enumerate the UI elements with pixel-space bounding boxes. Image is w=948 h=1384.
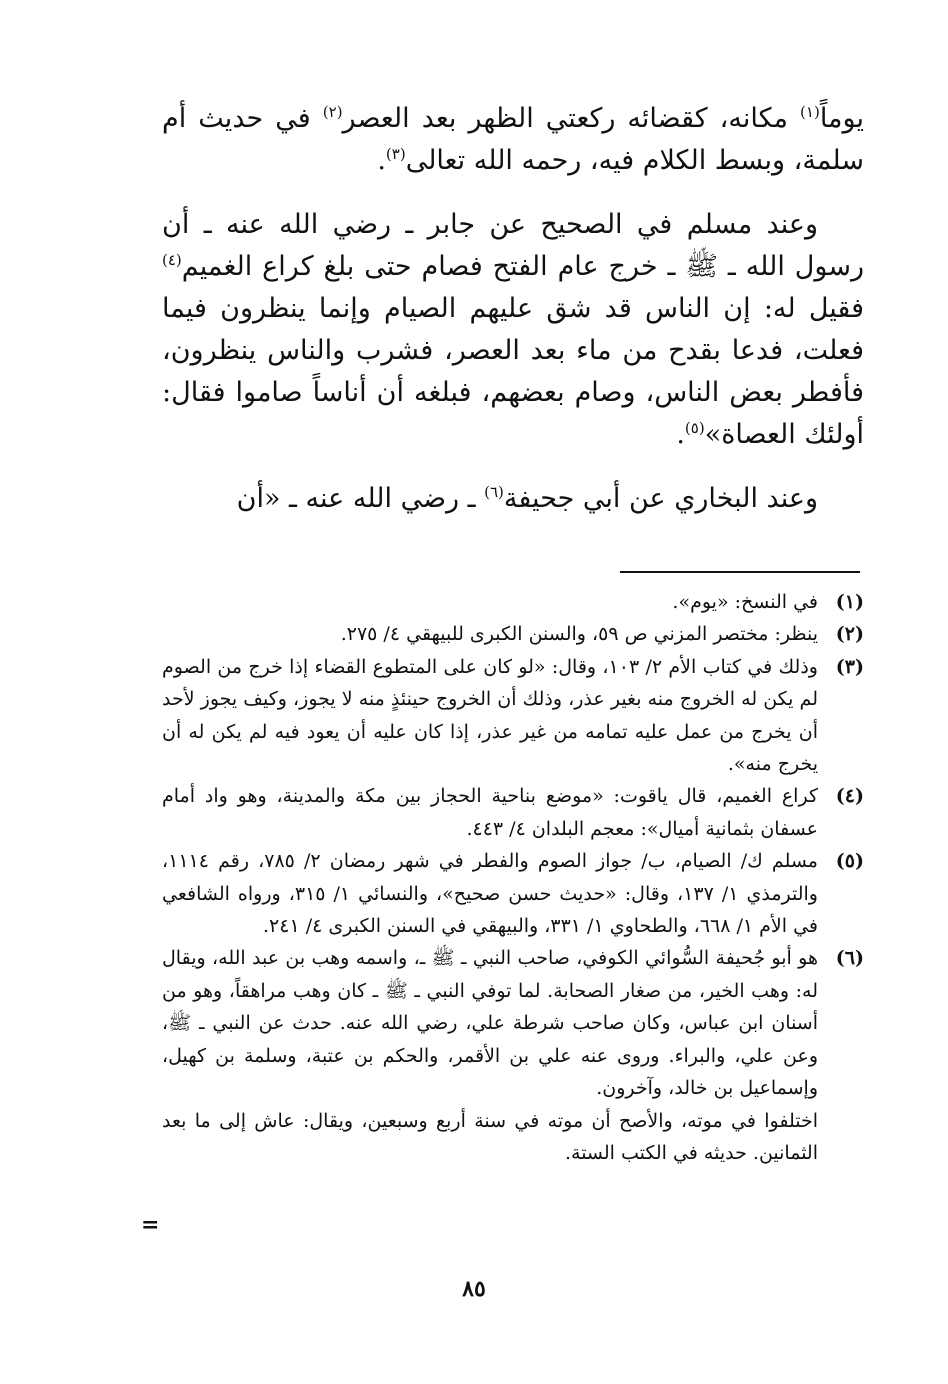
footnote-number: (٦)	[835, 947, 864, 970]
footnote-text: في النسخ: «يوم».	[672, 591, 818, 613]
footnote-ref-3[interactable]: (٣)	[385, 145, 406, 163]
paragraph-1	[162, 98, 864, 182]
text-run: وعند مسلم في الصحيح عن جابر ـ رضي الله عنه ـ أن رسول الله ـ ﷺ ـ خرج عام الفتح فصام حتى بلغ كراع الغميم	[162, 209, 864, 282]
footnote-text: وذلك في كتاب الأم ٢/ ١٠٣، وقال: «لو كان على المتطوع القضاء إذا خرج من الصوم لم يكن له الخروج منه بغير عذر، وذلك أن الخروج حينئذٍ منه لا يجوز، وكيف يجوز لأحد أن يخرج من عمل عليه تمامه من غير عذر، إذا كان عليه أن يعود فيه لم يكن له أن يخرج منه».	[162, 655, 818, 776]
paragraph-2	[162, 204, 864, 456]
footnote-text-continued: اختلفوا في موته، والأصح أن موته في سنة أربع وسبعين، ويقال: عاش إلى ما بعد الثمانين. حديثه في الكتب الستة.	[162, 1109, 818, 1164]
footnote-6	[162, 942, 864, 1169]
footnote-ref-4[interactable]: (٤)	[162, 251, 182, 269]
footnote-separator	[620, 571, 860, 573]
text-run: وعند البخاري عن أبي جحيفة	[503, 483, 818, 514]
text-run: فقيل له: إن الناس قد شق عليهم الصيام وإنما ينظرون فيما فعلت، فدعا بقدح من ماء بعد العصر، فشرب والناس ينظرون، فأفطر بعض الناس، وصام بعضهم، فبلغه أن أناساً صاموا فقال: أولئك العصاة»	[162, 293, 864, 450]
footnote-text: مسلم ك/ الصيام، ب/ جواز الصوم والفطر في شهر رمضان ٢/ ٧٨٥، رقم ١١١٤، والترمذي ١/ ١٣٧، وقال: «حديث حسن صحيح»، والنسائي ١/ ٣١٥، ورواه الشافعي في الأم ١/ ٦٦٨، والطحاوي ١/ ٣٣١، والبيهقي في السنن الكبرى ٤/ ٢٤١.	[162, 850, 818, 938]
footnote-text: ينظر: مختصر المزني ص ٥٩، والسنن الكبرى للبيهقي ٤/ ٢٧٥.	[340, 623, 818, 646]
text-run: ـ رضي الله عنه ـ «أن	[236, 483, 485, 514]
text-run: .	[377, 145, 386, 176]
footnote-number: (١)	[835, 591, 864, 613]
footnote-text: هو أبو جُحيفة السُّوائي الكوفي، صاحب النبي ـ ﷺ ـ، واسمه وهب بن عبد الله، ويقال له: وهب الخير، من صغار الصحابة. لما توفي النبي ـ ﷺ ـ كان وهب مراهقاً، وهو من أسنان ابن عباس، وكان صاحب شرطة علي، رضي الله عنه. حدث عن النبي ـ ﷺ، وعن علي، والبراء. وروى عنه علي بن الأقمر، والحكم بن عتبة، وسلمة بن كهيل، وإسماعيل بن خالد، وآخرون.	[162, 947, 818, 1100]
main-text	[162, 98, 864, 520]
page-number: ٨٥	[462, 1276, 486, 1302]
footnote-4	[162, 780, 864, 845]
footnote-1	[162, 586, 864, 618]
footnote-5	[162, 845, 864, 942]
footnote-2	[162, 618, 864, 650]
footnote-ref-6[interactable]: (٦)	[484, 483, 504, 501]
footnote-number: (٢)	[835, 623, 864, 646]
text-run: يوماً	[819, 103, 864, 134]
footnote-number: (٣)	[835, 655, 864, 678]
footnote-ref-5[interactable]: (٥)	[684, 419, 705, 437]
text-run: مكانه، كقضائه ركعتي الظهر بعد العصر	[342, 103, 801, 134]
footnotes	[162, 586, 864, 1169]
paragraph-3	[162, 478, 864, 520]
text-run: .	[676, 419, 685, 450]
footnote-ref-1[interactable]: (١)	[800, 103, 820, 121]
footnote-number: (٤)	[835, 785, 864, 808]
footnote-3	[162, 651, 864, 781]
footnote-number: (٥)	[835, 850, 864, 873]
continuation-mark: =	[141, 1212, 160, 1238]
footnote-ref-2[interactable]: (٢)	[322, 103, 343, 121]
footnote-text: كراع الغميم، قال ياقوت: «موضع بناحية الحجاز بين مكة والمدينة، وهو واد أمام عسفان بثمانية أميال»: معجم البلدان ٤/ ٤٤٣.	[162, 785, 818, 840]
text-run: في حديث أم سلمة، وبسط الكلام فيه، رحمه الله تعالى	[162, 103, 864, 176]
